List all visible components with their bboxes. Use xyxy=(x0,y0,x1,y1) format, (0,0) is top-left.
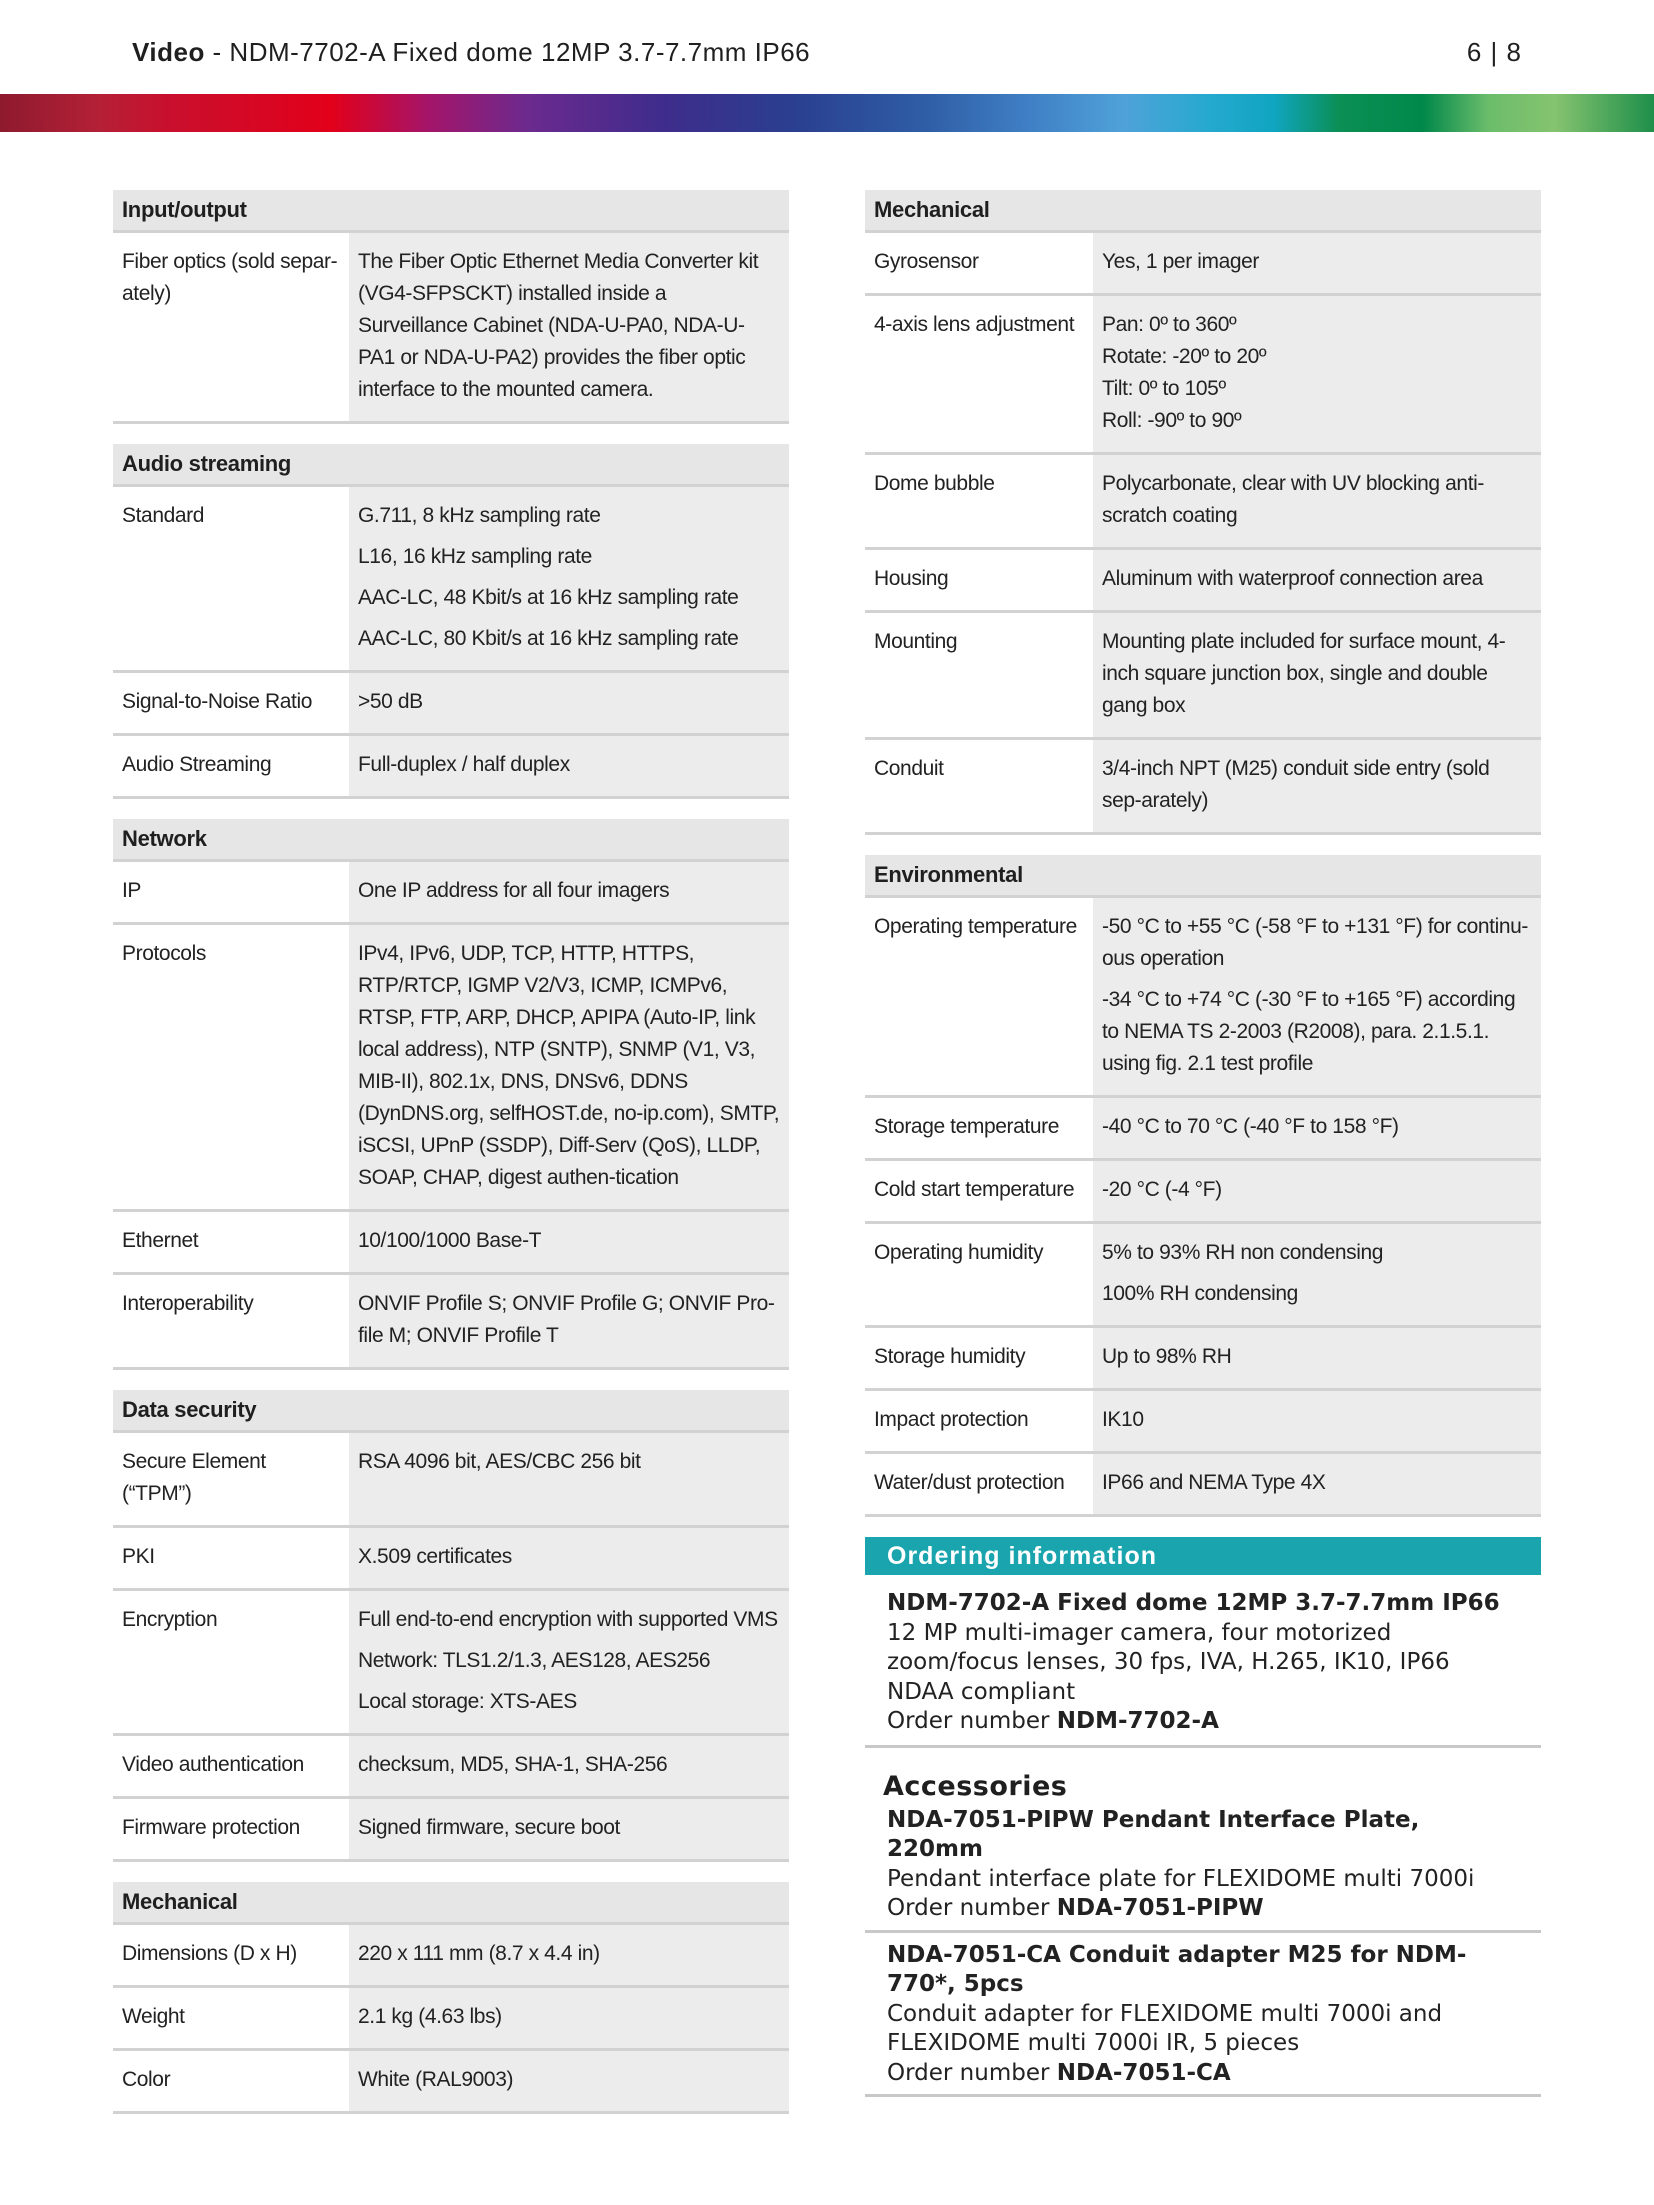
spec-label: Dome bubble xyxy=(874,472,995,495)
spec-values xyxy=(1093,1161,1541,1221)
order-number-value: NDA-7051-CA xyxy=(1056,2059,1231,2086)
spec-row xyxy=(865,550,1541,613)
spec-value: The Fiber Optic Ethernet Media Converter kit (VG4-SFPSCKT) installed inside a Surveillance Cabinet (NDA-U-PA0, NDA-U-PA1 or NDA-U-PA2) provides the fiber optic interface to the mounted camera. xyxy=(358,250,759,401)
spec-section-audio-streaming xyxy=(113,444,789,799)
spec-value: -20 °C (-4 °F) xyxy=(1102,1178,1222,1201)
spec-values xyxy=(349,1528,789,1588)
spec-row xyxy=(113,1988,789,2051)
spec-value: IK10 xyxy=(1102,1408,1144,1431)
spec-label: Dimensions (D x H) xyxy=(122,1942,297,1965)
spec-label: Audio Streaming xyxy=(122,753,272,776)
accessory-item xyxy=(865,1933,1541,2098)
spec-row xyxy=(113,736,789,799)
spec-label: Ethernet xyxy=(122,1229,199,1252)
spec-row xyxy=(113,1591,789,1736)
spec-values xyxy=(1093,1391,1541,1451)
accessory-desc: Conduit adapter for FLEXIDOME multi 7000i and FLEXIDOME multi 7000i IR, 5 pieces xyxy=(887,2000,1443,2056)
spec-row xyxy=(113,1212,789,1275)
spec-label: Fiber optics (sold separ-ately) xyxy=(122,250,338,305)
spec-values xyxy=(1093,1328,1541,1388)
spec-values xyxy=(349,487,789,670)
spec-values xyxy=(349,1988,789,2048)
spec-row xyxy=(113,1433,789,1528)
spec-label: Storage temperature xyxy=(874,1115,1060,1138)
accessory-item xyxy=(865,1804,1541,1933)
spec-row xyxy=(865,898,1541,1098)
spec-values xyxy=(1093,740,1541,832)
spec-values xyxy=(1093,455,1541,547)
accessory-name: NDA-7051-CA Conduit adapter M25 for NDM-770*, 5pcs xyxy=(887,1941,1467,1997)
spec-row xyxy=(865,1454,1541,1517)
spec-values xyxy=(349,1925,789,1985)
right-spec-sections xyxy=(865,190,1541,1517)
spec-row xyxy=(865,613,1541,740)
spec-value: Yes, 1 per imager xyxy=(1102,250,1260,273)
spec-value: Pan: 0º to 360º xyxy=(1102,313,1237,336)
spec-value: Signed firmware, secure boot xyxy=(358,1816,620,1839)
spec-row xyxy=(113,1799,789,1862)
spec-row xyxy=(113,487,789,673)
spec-values xyxy=(349,1212,789,1272)
spec-row xyxy=(113,862,789,925)
spec-value: >50 dB xyxy=(358,690,423,713)
spec-value: 3/4-inch NPT (M25) conduit side entry (sold sep-arately) xyxy=(1102,757,1490,812)
spec-values xyxy=(349,925,789,1209)
spec-value: -50 °C to +55 °C (-58 °F to +131 °F) for continu-ous operation xyxy=(1102,915,1529,970)
spec-values xyxy=(349,233,789,421)
order-number-label: Order number xyxy=(887,2059,1057,2086)
spec-values xyxy=(1093,1454,1541,1514)
accessory-order-number xyxy=(887,1895,1264,1921)
spec-section-mechanical xyxy=(865,190,1541,835)
spec-label: Encryption xyxy=(122,1608,218,1631)
spec-row xyxy=(865,296,1541,455)
spec-row xyxy=(865,740,1541,835)
spec-label: Operating humidity xyxy=(874,1241,1044,1264)
spec-label: Operating temperature xyxy=(874,915,1077,938)
left-column xyxy=(113,190,789,2134)
order-number xyxy=(887,1708,1219,1734)
accessories-title: Accessories xyxy=(883,1770,1068,1802)
order-item-name: NDM-7702-A Fixed dome 12MP 3.7-7.7mm IP66 xyxy=(887,1590,1500,1616)
spec-value: IP66 and NEMA Type 4X xyxy=(1102,1471,1326,1494)
spec-value: Network: TLS1.2/1.3, AES128, AES256 xyxy=(358,1649,711,1672)
spec-value: 5% to 93% RH non condensing xyxy=(1102,1241,1384,1264)
order-item-desc: 12 MP multi-imager camera, four motorized zoom/focus lenses, 30 fps, IVA, H.265, IK10, IP66 xyxy=(887,1619,1450,1675)
spec-section-mechanical xyxy=(113,1882,789,2114)
spec-label: IP xyxy=(122,879,142,902)
spec-row xyxy=(113,673,789,736)
spec-value: X.509 certificates xyxy=(358,1545,512,1568)
section-title: Input/output xyxy=(113,190,789,233)
spec-value: Up to 98% RH xyxy=(1102,1345,1232,1368)
spec-section-input-output xyxy=(113,190,789,424)
spec-section-network xyxy=(113,819,789,1370)
spec-values xyxy=(349,1275,789,1367)
order-number-label: Order number xyxy=(887,1708,1057,1734)
spec-label: Secure Element (“TPM”) xyxy=(122,1450,266,1505)
spec-values xyxy=(349,1799,789,1859)
spec-row xyxy=(113,2051,789,2114)
spec-value: IPv4, IPv6, UDP, TCP, HTTP, HTTPS, RTP/RTCP, IGMP V2/V3, ICMP, ICMPv6, RTSP, FTP, ARP, DHCP, APIPA (Auto-IP, link local address), NTP (SNTP), SNMP (V1, V3, MIB-II), 802.1x, DNS, DNSv6, DDNS (DynDNS.org, selfHOST.de, no-ip.com), SMTP, iSCSI, UPnP (SSDP), Diff-Serv (QoS), LLDP, SOAP, CHAP, digest authen-tication xyxy=(358,942,780,1189)
spec-value: L16, 16 kHz sampling rate xyxy=(358,545,592,568)
order-item xyxy=(865,1575,1541,1748)
spec-row xyxy=(113,233,789,424)
spec-label: Gyrosensor xyxy=(874,250,979,273)
spec-value: Full end-to-end encryption with supported VMS xyxy=(358,1608,778,1631)
accessory-order-number xyxy=(887,2060,1231,2086)
page-header xyxy=(132,32,1522,72)
spec-label: Housing xyxy=(874,567,949,590)
spec-value: One IP address for all four imagers xyxy=(358,879,670,902)
right-column xyxy=(865,190,1541,2097)
spec-value: Local storage: XTS-AES xyxy=(358,1690,577,1713)
section-title: Mechanical xyxy=(113,1882,789,1925)
spec-value: 10/100/1000 Base-T xyxy=(358,1229,542,1252)
spec-values xyxy=(1093,296,1541,452)
spec-values xyxy=(349,1736,789,1796)
section-title: Environmental xyxy=(865,855,1541,898)
spec-section-environmental xyxy=(865,855,1541,1517)
spec-values xyxy=(1093,898,1541,1095)
ordering-title: Ordering information xyxy=(865,1537,1541,1575)
spec-value: 220 x 111 mm (8.7 x 4.4 in) xyxy=(358,1942,600,1965)
spec-section-data-security xyxy=(113,1390,789,1862)
spec-label: PKI xyxy=(122,1545,155,1568)
spec-label: Cold start temperature xyxy=(874,1178,1075,1201)
spec-label: Standard xyxy=(122,504,205,527)
document-title xyxy=(132,32,810,72)
spec-label: 4-axis lens adjustment xyxy=(874,313,1075,336)
spec-value: checksum, MD5, SHA-1, SHA-256 xyxy=(358,1753,668,1776)
spec-label: Interoperability xyxy=(122,1292,254,1315)
spec-value: Rotate: -20º to 20º xyxy=(1102,345,1267,368)
spec-label: Mounting xyxy=(874,630,958,653)
spec-label: Conduit xyxy=(874,757,944,780)
spec-value: RSA 4096 bit, AES/CBC 256 bit xyxy=(358,1450,641,1473)
spec-label: Signal-to-Noise Ratio xyxy=(122,690,313,713)
spec-value: White (RAL9003) xyxy=(358,2068,514,2091)
spec-value: -40 °C to 70 °C (-40 °F to 158 °F) xyxy=(1102,1115,1399,1138)
spec-row xyxy=(865,1224,1541,1328)
spec-value: Aluminum with waterproof connection area xyxy=(1102,567,1483,590)
spec-value: G.711, 8 kHz sampling rate xyxy=(358,504,601,527)
spec-row xyxy=(865,233,1541,296)
spec-value: Full-duplex / half duplex xyxy=(358,753,570,776)
spec-row xyxy=(113,1925,789,1988)
spec-label: Weight xyxy=(122,2005,185,2028)
spec-values xyxy=(1093,613,1541,737)
spec-row xyxy=(113,1736,789,1799)
spec-label: Storage humidity xyxy=(874,1345,1026,1368)
spec-values xyxy=(1093,550,1541,610)
spec-row xyxy=(113,1528,789,1591)
spec-values xyxy=(1093,1098,1541,1158)
order-number-value: NDM-7702-A xyxy=(1056,1708,1219,1734)
spec-values xyxy=(1093,1224,1541,1325)
spec-row xyxy=(113,1275,789,1370)
section-title: Audio streaming xyxy=(113,444,789,487)
spec-values xyxy=(349,736,789,796)
spec-values xyxy=(349,673,789,733)
spec-value: 100% RH condensing xyxy=(1102,1282,1298,1305)
accessory-name: NDA-7051-PIPW Pendant Interface Plate, 220mm xyxy=(887,1806,1420,1862)
section-title: Data security xyxy=(113,1390,789,1433)
spec-row xyxy=(113,925,789,1212)
spec-values xyxy=(349,1591,789,1733)
order-number-label: Order number xyxy=(887,1895,1057,1921)
section-title: Mechanical xyxy=(865,190,1541,233)
spec-value: Tilt: 0º to 105º xyxy=(1102,377,1226,400)
spec-values xyxy=(349,862,789,922)
page-number: 6 | 8 xyxy=(1466,37,1522,67)
spec-value: AAC-LC, 48 Kbit/s at 16 kHz sampling rate xyxy=(358,586,739,609)
spec-row xyxy=(865,1391,1541,1454)
spec-value: Polycarbonate, clear with UV blocking anti-scratch coating xyxy=(1102,472,1484,527)
order-item-desc: NDAA compliant xyxy=(887,1678,1076,1705)
spec-row xyxy=(865,1161,1541,1224)
spec-row xyxy=(865,1098,1541,1161)
spec-label: Color xyxy=(122,2068,171,2091)
document-product: - NDM-7702-A Fixed dome 12MP 3.7-7.7mm IP66 xyxy=(204,37,811,67)
spec-value: ONVIF Profile S; ONVIF Profile G; ONVIF Pro-file M; ONVIF Profile T xyxy=(358,1292,775,1347)
spec-values xyxy=(349,1433,789,1525)
spec-label: Water/dust protection xyxy=(874,1471,1065,1494)
spec-label: Protocols xyxy=(122,942,206,965)
spec-row xyxy=(865,455,1541,550)
section-title: Network xyxy=(113,819,789,862)
accessory-desc: Pendant interface plate for FLEXIDOME multi 7000i xyxy=(887,1865,1475,1892)
spec-values xyxy=(349,2051,789,2111)
spec-value: -34 °C to +74 °C (-30 °F to +165 °F) according to NEMA TS 2-2003 (R2008), para. 2.1.5.1. using fig. 2.1 test profile xyxy=(1102,988,1516,1075)
ordering-information xyxy=(865,1537,1541,1748)
spec-values xyxy=(1093,233,1541,293)
spec-label: Impact protection xyxy=(874,1408,1029,1431)
color-banner xyxy=(0,94,1654,132)
spec-value: AAC-LC, 80 Kbit/s at 16 kHz sampling rate xyxy=(358,627,739,650)
spec-value: Mounting plate included for surface mount, 4-inch square junction box, single and double gang box xyxy=(1102,630,1506,717)
document-category: Video xyxy=(132,37,205,67)
spec-label: Firmware protection xyxy=(122,1816,300,1839)
order-number-value: NDA-7051-PIPW xyxy=(1056,1895,1264,1921)
spec-value: Roll: -90º to 90º xyxy=(1102,409,1242,432)
spec-value: 2.1 kg (4.63 lbs) xyxy=(358,2005,502,2028)
spec-row xyxy=(865,1328,1541,1391)
spec-label: Video authentication xyxy=(122,1753,304,1776)
